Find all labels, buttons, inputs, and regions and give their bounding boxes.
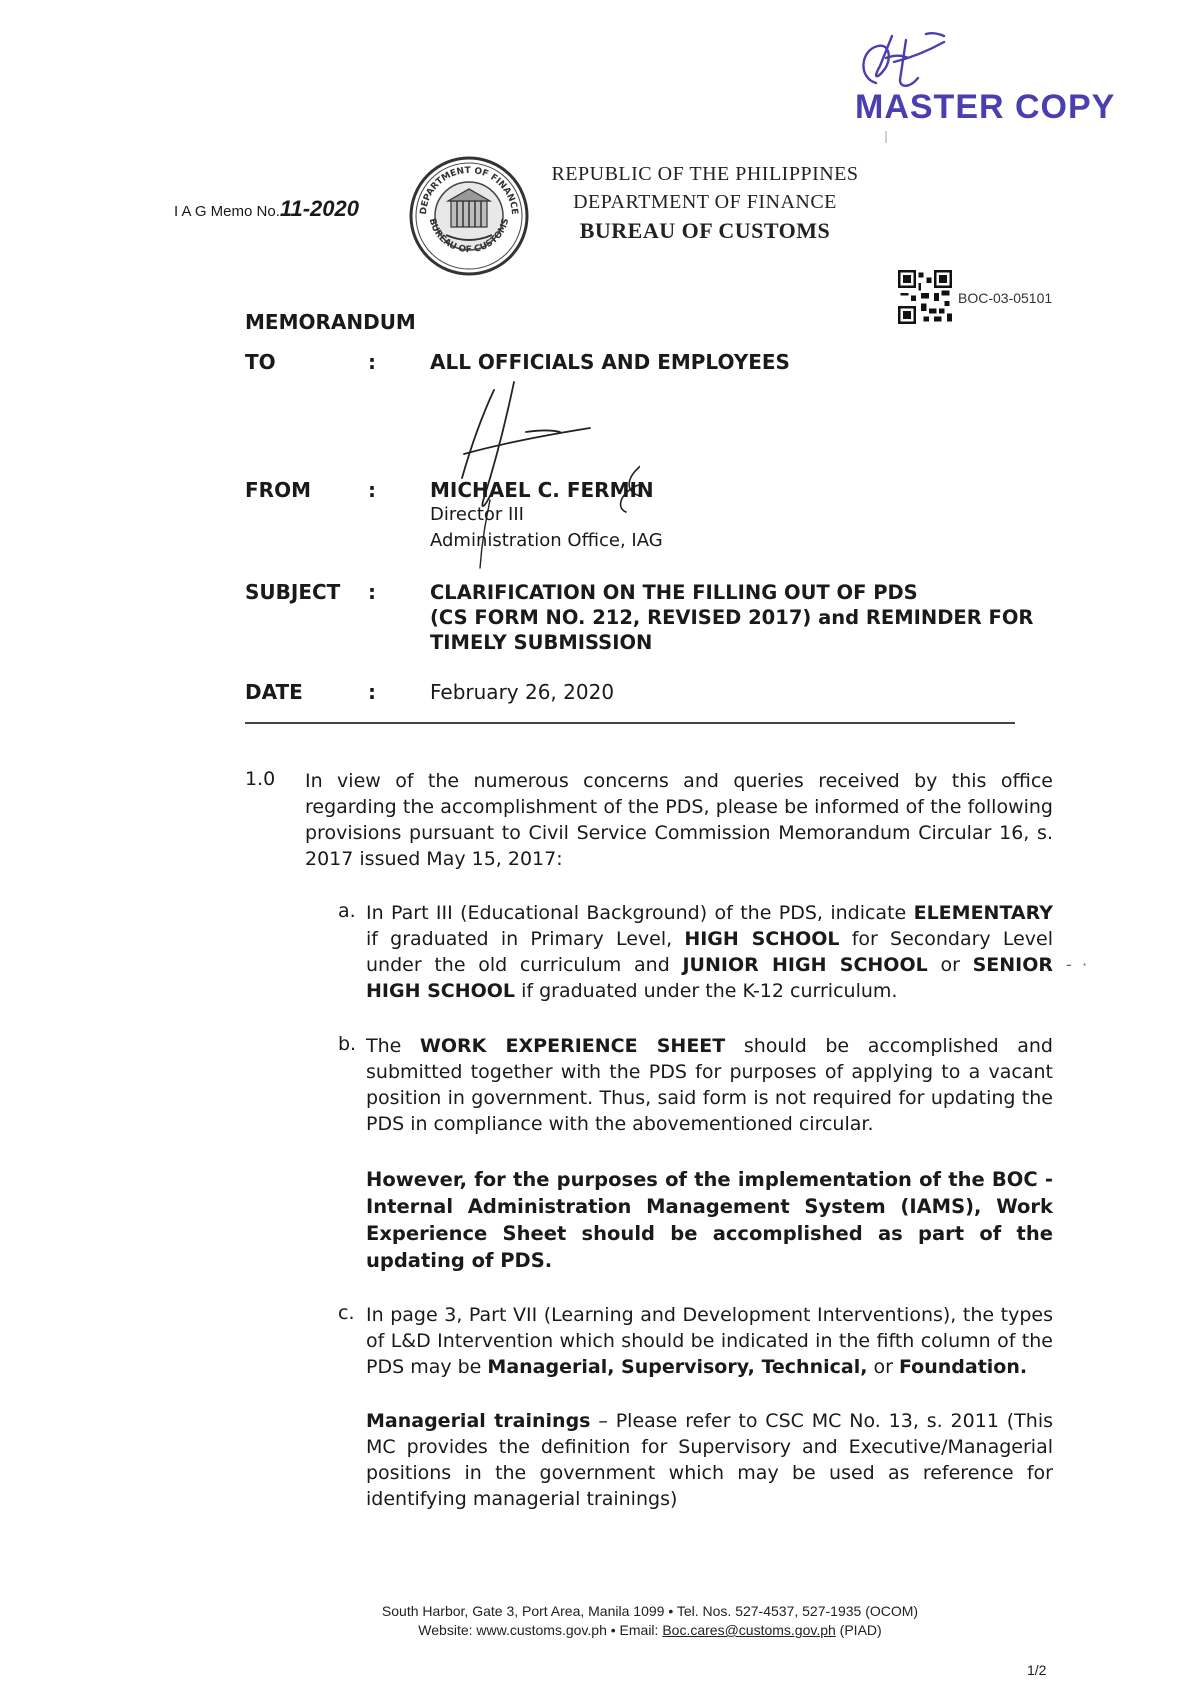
item-b-marker: b.	[338, 1033, 357, 1055]
from-colon: :	[368, 478, 376, 502]
item-c-bold-1: Managerial, Supervisory, Technical,	[487, 1356, 868, 1378]
stray-mark: - ·	[1066, 955, 1088, 974]
item-b-text	[366, 1033, 1053, 1137]
master-copy-stamp: MASTER COPY	[855, 88, 1116, 126]
item-b-bold-1: WORK EXPERIENCE SHEET	[419, 1035, 726, 1057]
item-a-text-4: or	[927, 954, 973, 976]
footer-address: South Harbor, Gate 3, Port Area, Manila 1099 • Tel. Nos. 527-4537, 527-1935 (OCOM)	[381, 1603, 919, 1619]
subject-line-1: CLARIFICATION ON THE FILLING OUT OF PDS	[430, 581, 918, 604]
item-c-text	[366, 1302, 1053, 1380]
managerial-text: Please refer to CSC MC No. 13, s. 2011 (This MC provides the definition for Supervisory and Executive/Managerial positions in the government which may be used as reference for identifying managerial trainings)	[366, 1410, 1054, 1510]
section-number: 1.0	[245, 768, 276, 790]
item-b-text-1: The	[366, 1035, 420, 1057]
item-a-text-1: In Part III (Educational Background) of the PDS, indicate	[366, 902, 914, 924]
agency-department: DEPARTMENT OF FINANCE	[573, 191, 837, 213]
subject-line-2: (CS FORM NO. 212, REVISED 2017) and REMINDER FOR	[430, 606, 1034, 629]
memo-number-prefix: I A G Memo No.	[174, 203, 280, 220]
seal-top-text: DEPARTMENT OF FINANCE	[418, 165, 520, 216]
managerial-label: Managerial trainings	[366, 1410, 591, 1432]
item-b-text-2: should be accomplished and submitted together with the PDS for purposes of applying to a vacant position in government. Thus, said form is not required for updating the PDS in compliance with the abovementioned circular.	[366, 1035, 1053, 1135]
managerial-trainings	[366, 1408, 1053, 1512]
footer-email-link[interactable]: Boc.cares@customs.gov.ph	[662, 1622, 836, 1638]
item-a-bold-3: JUNIOR HIGH SCHOOL	[682, 954, 928, 976]
footer	[300, 1602, 1000, 1640]
item-a-marker: a.	[338, 900, 356, 922]
to-colon: :	[368, 350, 376, 374]
bureau-of-customs-seal	[408, 155, 530, 277]
agency-header	[540, 160, 870, 246]
memo-number-value: 11-2020	[279, 196, 359, 221]
iams-emphasis: However, for the purposes of the implementation of the BOC - Internal Administration Management System (IAMS), Work Experience Sheet should be accomplished as part of the updating of PDS.	[366, 1168, 1053, 1272]
divider	[245, 722, 1015, 724]
date-label: DATE	[245, 680, 303, 704]
agency-republic: REPUBLIC OF THE PHILIPPINES	[551, 163, 859, 185]
item-a-text	[366, 900, 1053, 1004]
item-a-text-3: for Secondary Level under the old curriculum and	[366, 928, 1053, 976]
from-name: MICHAEL C. FERMIN	[430, 478, 654, 502]
from-label: FROM	[245, 478, 311, 502]
memo-heading: MEMORANDUM	[245, 310, 416, 334]
subject-value	[430, 580, 1050, 655]
date-colon: :	[368, 680, 376, 704]
subject-line-3: TIMELY SUBMISSION	[430, 631, 653, 654]
item-c-bold-2: Foundation.	[898, 1356, 1028, 1378]
to-label: TO	[245, 350, 276, 374]
footer-contact	[300, 1621, 1000, 1640]
intro-paragraph: In view of the numerous concerns and queries received by this office regarding the accomplishment of the PDS, please be informed of the following provisions pursuant to Civil Service Commission Memorandum Circular 16, s. 2017 issued May 15, 2017:	[305, 770, 1053, 870]
memo-number	[174, 196, 359, 222]
item-a-bold-4: SENIOR HIGH SCHOOL	[366, 954, 1054, 1002]
managerial-dash: –	[590, 1410, 616, 1432]
item-a-text-2: if graduated in Primary Level,	[366, 928, 685, 950]
to-value: ALL OFFICIALS AND EMPLOYEES	[430, 350, 790, 374]
page-number: 1/2	[1027, 1662, 1047, 1678]
footer-email-suffix: (PIAD)	[835, 1622, 882, 1638]
item-c-text-1: In page 3, Part VII (Learning and Development Interventions), the types of L&D Intervention which should be indicated in the fifth column of the PDS may be	[366, 1304, 1053, 1378]
from-position: Director III	[430, 504, 524, 525]
document-code: BOC-03-05101	[958, 290, 1053, 306]
item-a-bold-2: HIGH SCHOOL	[684, 928, 840, 950]
item-c-text-2: or	[867, 1356, 899, 1378]
subject-colon: :	[368, 580, 376, 604]
agency-bureau: BUREAU OF CUSTOMS	[579, 218, 831, 243]
item-c-marker: c.	[338, 1302, 355, 1324]
seal-bottom-text: BUREAU OF CUSTOMS	[426, 217, 512, 256]
footer-website: Website: www.customs.gov.ph • Email:	[418, 1622, 663, 1638]
item-a-bold-1: ELEMENTARY	[913, 902, 1053, 924]
qr-code-icon	[898, 270, 952, 324]
stamp-mark	[885, 131, 887, 143]
date-value: February 26, 2020	[430, 680, 615, 704]
item-a-text-5: if graduated under the K-12 curriculum.	[515, 980, 898, 1002]
subject-label: SUBJECT	[245, 580, 341, 604]
from-office: Administration Office, IAG	[430, 530, 663, 551]
